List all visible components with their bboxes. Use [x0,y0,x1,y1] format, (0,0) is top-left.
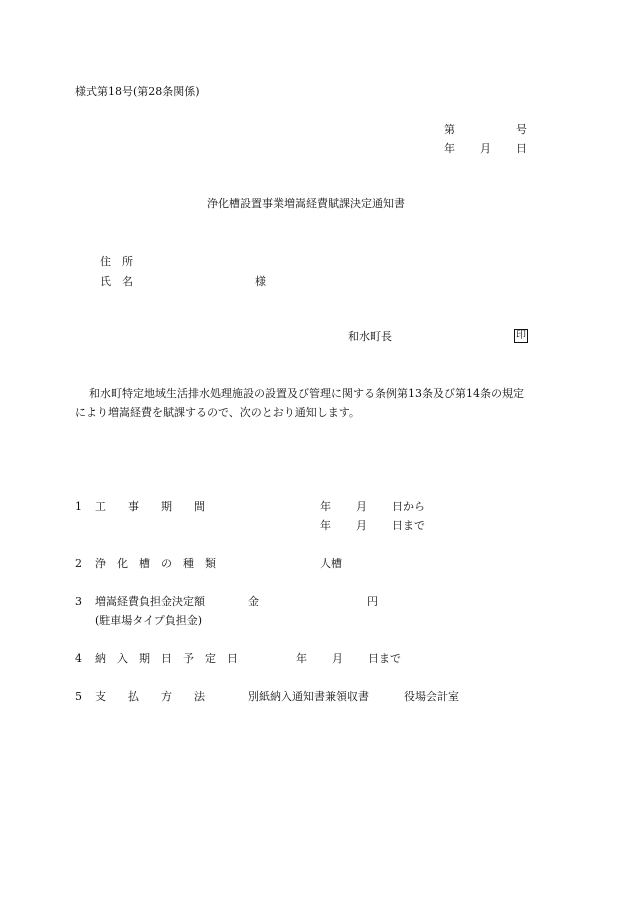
to-day: 日まで [392,519,425,532]
number-prefix: 第 [444,123,455,136]
to-year: 年 [320,519,331,532]
seal-mark: 印 [516,330,526,341]
honorific-sama: 様 [255,275,266,288]
item-label: 浄 化 槽 の 種 類 [95,557,216,570]
item-sublabel: (駐車場タイプ負担金) [95,614,203,627]
body-line: 和水町特定地域生活排水処理施設の設置及び管理に関する条例第13条及び第14条の規定 [89,387,524,400]
number-suffix: 号 [516,123,527,136]
payment-method: 別紙納入通知書兼領収書 [248,690,369,703]
item-number: 1 [75,500,82,513]
from-day: 日から [392,500,425,513]
item-number: 4 [75,652,82,665]
from-month: 月 [356,500,367,513]
item-number: 2 [75,557,82,570]
issuer-title: 和水町長 [348,330,392,343]
address-label: 住 所 [100,255,133,268]
payment-office: 役場会計室 [404,690,459,703]
due-year: 年 [296,652,307,665]
due-day: 日まで [368,652,401,665]
date-day: 日 [516,142,527,155]
date-year: 年 [444,142,455,155]
item-label: 増嵩経費負担金決定額 [95,595,205,608]
item-number: 5 [75,690,82,703]
date-month: 月 [480,142,491,155]
body-line: により増嵩経費を賦課するので、次のとおり通知します。 [75,406,360,419]
amount-kin: 金 [248,595,259,608]
name-label: 氏 名 [100,275,133,288]
item-label: 工 事 期 間 [95,500,205,513]
to-month: 月 [356,519,367,532]
form-number-label: 様式第18号(第28条関係) [75,85,200,98]
document-title: 浄化槽設置事業増嵩経費賦課決定通知書 [207,197,405,210]
item-number: 3 [75,595,82,608]
item-label: 納 入 期 日 予 定 日 [95,652,238,665]
amount-yen: 円 [367,595,378,608]
item-label: 支 払 方 法 [95,690,205,703]
due-month: 月 [332,652,343,665]
from-year: 年 [320,500,331,513]
item-value: 人槽 [320,557,342,570]
